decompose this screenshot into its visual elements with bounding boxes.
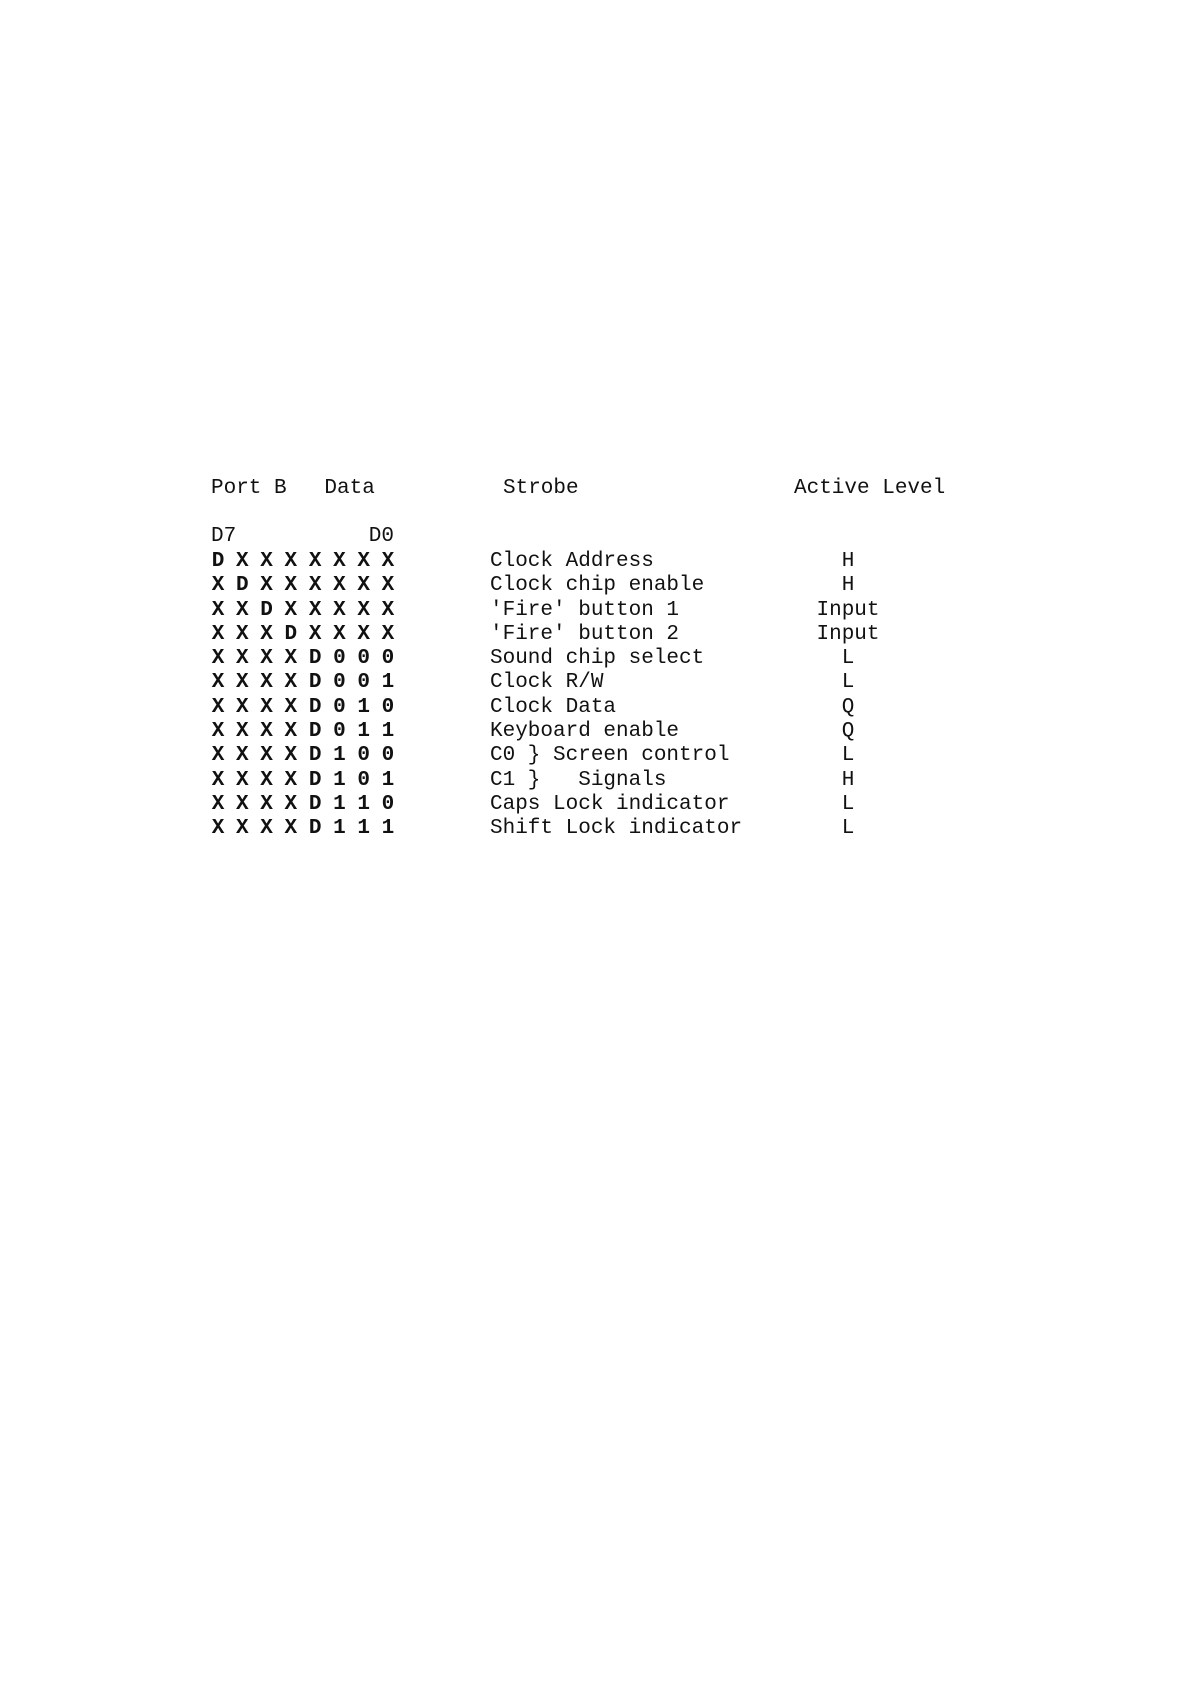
bit-pattern	[211, 769, 395, 793]
bit-d7: X	[211, 622, 225, 646]
bit-pattern	[211, 696, 395, 720]
bit-pattern	[211, 720, 395, 744]
level-cell: H	[841, 574, 855, 598]
strobe-cell: 'Fire' button 2	[490, 622, 680, 646]
bit-d3: D	[308, 744, 322, 768]
bit-d2: 0	[333, 647, 346, 671]
bit-d0: 1	[381, 720, 395, 744]
port-data-heading: Port B Data	[211, 477, 375, 500]
bit-d1: 1	[357, 695, 370, 719]
bit-d3: D	[308, 792, 322, 816]
bit-d4: D	[284, 622, 298, 646]
bit-d3: D	[308, 695, 322, 719]
bit-d0: 0	[381, 792, 395, 816]
bit-d7: X	[211, 817, 225, 841]
bit-d3: D	[308, 768, 322, 792]
bit-d0: X	[381, 598, 395, 622]
bit-d5: X	[260, 550, 273, 573]
lsb-label: D0	[368, 525, 394, 548]
bit-d0: X	[381, 622, 395, 646]
bit-d7: X	[211, 598, 225, 622]
bit-d6: X	[235, 550, 249, 573]
bit-d5: X	[260, 671, 273, 695]
bit-d4: X	[284, 792, 298, 816]
bit-d3: D	[308, 671, 322, 695]
bit-pattern	[211, 599, 395, 623]
bit-range-labels	[211, 524, 394, 550]
bit-d4: X	[284, 574, 298, 598]
strobe-cell: C1 } Signals	[490, 768, 667, 792]
bit-d7: X	[211, 720, 225, 744]
strobe-cell: Shift Lock indicator	[490, 817, 743, 841]
table-row	[0, 769, 1190, 793]
bit-d2: X	[333, 550, 346, 573]
bit-d2: 1	[333, 768, 346, 792]
bit-pattern	[211, 647, 395, 671]
bit-d1: X	[357, 574, 370, 598]
strobe-cell: Caps Lock indicator	[490, 792, 730, 816]
bit-d7: X	[211, 792, 225, 816]
level-cell: H	[841, 550, 855, 573]
bit-d0: 0	[381, 695, 395, 719]
bit-d5: X	[260, 720, 273, 744]
bit-d6: D	[235, 574, 249, 598]
strobe-cell: Keyboard enable	[490, 720, 680, 744]
level-cell: H	[841, 768, 855, 792]
bit-d7: X	[211, 574, 225, 598]
strobe-cell: Clock R/W	[490, 671, 604, 695]
strobe-cell: Sound chip select	[490, 647, 705, 671]
bit-d6: X	[235, 768, 249, 792]
bit-d1: 1	[357, 817, 370, 841]
level-cell: L	[841, 647, 855, 671]
bit-d3: D	[308, 817, 322, 841]
bit-d2: 0	[333, 671, 346, 695]
bit-d4: X	[284, 550, 298, 573]
bit-d4: X	[284, 695, 298, 719]
bit-d5: X	[260, 768, 273, 792]
bit-d4: X	[284, 744, 298, 768]
bit-d6: X	[235, 671, 249, 695]
bit-d6: X	[235, 744, 249, 768]
bit-pattern	[211, 574, 395, 598]
table-row	[0, 647, 1190, 671]
table-row	[0, 817, 1190, 841]
table-row	[0, 744, 1190, 768]
table-row	[0, 720, 1190, 744]
bit-d7: X	[211, 744, 225, 768]
bit-d0: X	[381, 550, 395, 573]
bit-d0: 1	[381, 817, 395, 841]
active-level-heading: Active Level	[794, 477, 946, 500]
table-row	[0, 623, 1190, 647]
bit-d3: D	[308, 647, 322, 671]
bit-d2: 1	[333, 817, 346, 841]
bit-d7: X	[211, 695, 225, 719]
bit-d6: X	[235, 817, 249, 841]
bit-d5: D	[260, 598, 273, 622]
bit-d2: 0	[333, 720, 346, 744]
table-row	[0, 793, 1190, 817]
bit-d5: X	[260, 574, 273, 598]
bit-pattern	[211, 793, 395, 817]
bit-d5: X	[260, 622, 273, 646]
bit-d6: X	[235, 598, 249, 622]
bit-d6: X	[235, 720, 249, 744]
table-row	[0, 574, 1190, 598]
port-b-table	[0, 550, 1190, 842]
strobe-cell: Clock chip enable	[490, 574, 705, 598]
bit-d4: X	[284, 768, 298, 792]
level-cell: L	[841, 744, 855, 768]
bit-d1: 0	[357, 671, 370, 695]
bit-d4: X	[284, 647, 298, 671]
bit-d0: X	[381, 574, 395, 598]
level-cell: Q	[841, 720, 855, 744]
bit-d2: 0	[333, 695, 346, 719]
bit-d0: 0	[381, 647, 395, 671]
bit-d3: D	[308, 720, 322, 744]
level-cell: Q	[841, 695, 855, 719]
bit-d7: X	[211, 768, 225, 792]
bit-d2: X	[333, 622, 346, 646]
bit-d4: X	[284, 671, 298, 695]
bit-d1: 0	[357, 768, 370, 792]
bit-d3: X	[308, 622, 322, 646]
table-row	[0, 696, 1190, 720]
bit-d6: X	[235, 695, 249, 719]
strobe-cell: Clock Address	[490, 550, 654, 573]
msb-label: D7	[211, 525, 237, 548]
bit-d1: 0	[357, 647, 370, 671]
bit-d6: X	[235, 647, 249, 671]
bit-d5: X	[260, 817, 273, 841]
strobe-heading: Strobe	[503, 477, 579, 500]
bit-d4: X	[284, 720, 298, 744]
bit-d5: X	[260, 744, 273, 768]
bit-d1: 1	[357, 792, 370, 816]
bit-d0: 1	[381, 768, 395, 792]
bit-d3: X	[308, 598, 322, 622]
bit-d7: D	[211, 550, 225, 573]
bit-d2: 1	[333, 744, 346, 768]
level-cell: L	[841, 792, 855, 816]
bit-d1: X	[357, 598, 370, 622]
table-row	[0, 550, 1190, 574]
bit-d2: 1	[333, 792, 346, 816]
bit-d5: X	[260, 792, 273, 816]
bit-d2: X	[333, 598, 346, 622]
bit-pattern	[211, 744, 395, 768]
bit-d5: X	[260, 647, 273, 671]
bit-d6: X	[235, 792, 249, 816]
bit-d0: 1	[381, 671, 395, 695]
bit-d4: X	[284, 598, 298, 622]
bit-d3: X	[308, 550, 322, 573]
bit-d1: X	[357, 550, 370, 573]
table-row	[0, 671, 1190, 695]
bit-pattern	[211, 817, 395, 841]
bit-d4: X	[284, 817, 298, 841]
bit-d1: 1	[357, 720, 370, 744]
level-cell: Input	[816, 598, 880, 622]
bit-pattern	[211, 623, 395, 647]
bit-d2: X	[333, 574, 346, 598]
bit-pattern	[211, 671, 395, 695]
bit-d0: 0	[381, 744, 395, 768]
bit-d5: X	[260, 695, 273, 719]
table-row	[0, 599, 1190, 623]
strobe-cell: C0 } Screen control	[490, 744, 730, 768]
bit-pattern	[211, 550, 395, 574]
level-cell: L	[841, 671, 855, 695]
bit-d7: X	[211, 647, 225, 671]
bit-d1: 0	[357, 744, 370, 768]
bit-d3: X	[308, 574, 322, 598]
bit-d7: X	[211, 671, 225, 695]
bit-d6: X	[235, 622, 249, 646]
strobe-cell: Clock Data	[490, 695, 617, 719]
level-cell: Input	[816, 622, 880, 646]
bit-d1: X	[357, 622, 370, 646]
strobe-cell: 'Fire' button 1	[490, 598, 680, 622]
level-cell: L	[841, 817, 855, 841]
